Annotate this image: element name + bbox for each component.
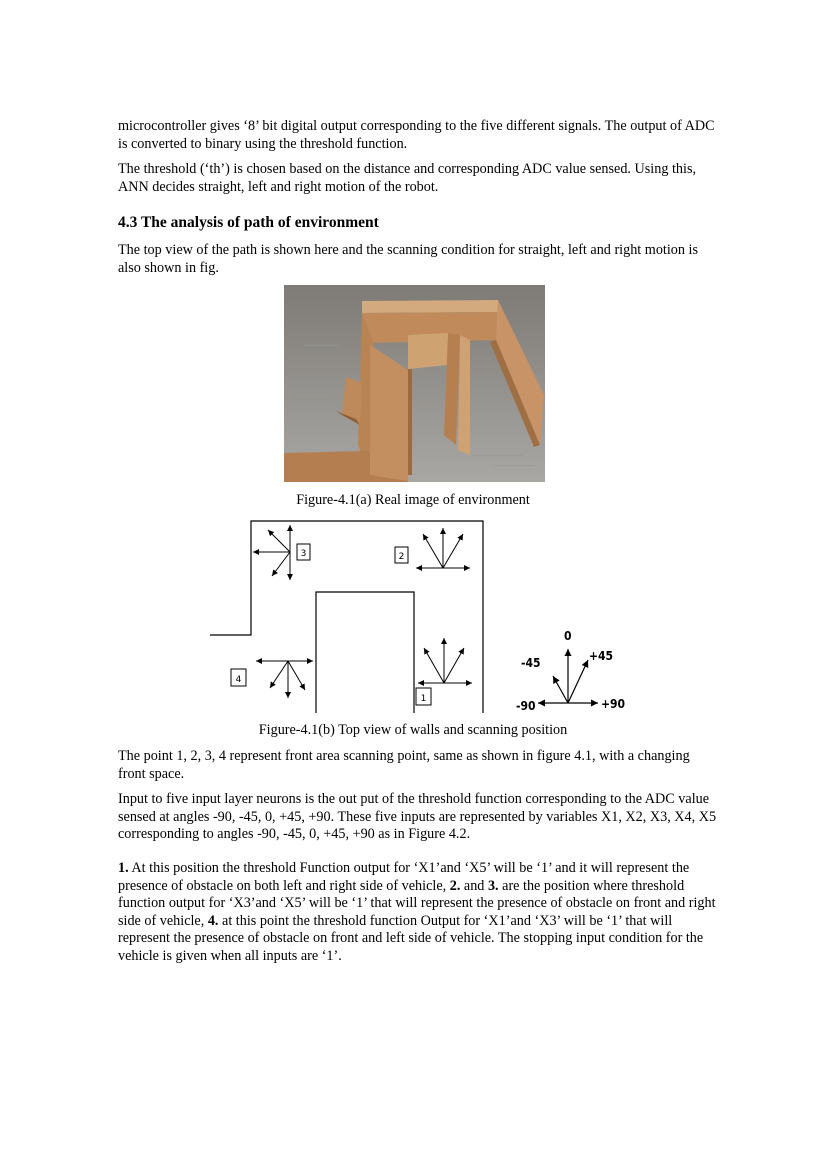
angle-legend bbox=[516, 629, 625, 713]
maze-walls bbox=[210, 521, 483, 713]
paragraph-threshold: The threshold (‘th’) is chosen based on the distance and corresponding ADC value sensed. Using this, ANN decides straight, left and right motion of the robot. bbox=[118, 161, 697, 195]
angle-label-0: 0 bbox=[564, 629, 572, 643]
angle-label-minus45: -45 bbox=[521, 656, 541, 670]
scan-point-4 bbox=[231, 661, 313, 698]
scan-point-1 bbox=[416, 638, 472, 705]
svg-text:2: 2 bbox=[398, 552, 405, 562]
angle-label-plus90: +90 bbox=[601, 697, 626, 711]
figure-caption-a: Figure-4.1(a) Real image of environment bbox=[296, 492, 530, 508]
angle-label-plus45: +45 bbox=[589, 649, 614, 663]
svg-text:4: 4 bbox=[235, 675, 242, 685]
paragraph-top-view: The top view of the path is shown here and the scanning condition for straight, left and right motion is also shown in fig. bbox=[118, 242, 698, 276]
svg-text:1: 1 bbox=[420, 694, 427, 704]
paragraph-conditions: 1. At this position the threshold Function output for ‘X1’and ‘X5’ will be ‘1’ and it will represent the presence of obstacle on both left and right side of vehicle, 2. and 3. are the position where threshold function output for ‘X3’and ‘X5’ will be ‘1’ that will represent the presence of obstacle on front and right side of vehicle, 4. at this point the threshold function Output for ‘X1’and ‘X3’ will be ‘1’ that will represent the presence of obstacle on front and left side of vehicle. The stopping input condition for the vehicle is given when all inputs are ‘1’. bbox=[118, 860, 716, 964]
svg-text:3: 3 bbox=[300, 549, 307, 559]
angle-label-minus90: -90 bbox=[516, 699, 536, 713]
scan-point-2 bbox=[395, 528, 470, 568]
paragraph-inputs: Input to five input layer neurons is the out put of the threshold function corresponding to the ADC value sensed at angles -90, -45, 0, +45, +90. These five inputs are represented by variables X1, X2, X3, X4, X5 corresponding to angles -90, -45, 0, +45, +90 as in Figure 4.2. bbox=[118, 791, 717, 842]
section-heading: 4.3 The analysis of path of environment bbox=[118, 214, 379, 231]
figure-caption-b: Figure-4.1(b) Top view of walls and scanning position bbox=[258, 722, 568, 738]
paragraph-adc-output: microcontroller gives ‘8’ bit digital output corresponding to the five different signals. The output of ADC is converted to binary using the threshold function. bbox=[118, 118, 715, 152]
environment-photo bbox=[284, 285, 545, 482]
top-view-diagram bbox=[208, 518, 628, 718]
scan-point-3 bbox=[253, 525, 310, 580]
paragraph-points: The point 1, 2, 3, 4 represent front area scanning point, same as shown in figure 4.1, with a changing front space. bbox=[118, 748, 690, 782]
